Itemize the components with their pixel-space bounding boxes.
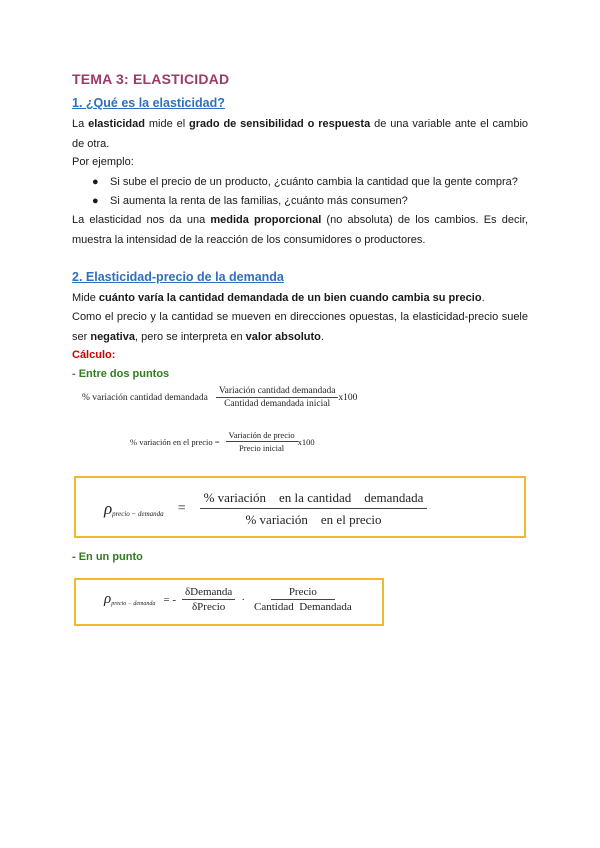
rho-subscript: precio − demanda [112,510,164,518]
price-quantity-fraction: $\frac{\text{Precio}}{\text{Cantidad Demandada}}$ [254,586,352,613]
two-points-label: - Entre dos puntos [72,368,170,380]
calculation-label: Cálculo: [72,349,116,361]
section-1-paragraph-2: La elasticidad nos da una medida proporcional (no absoluta) de los cambios. Es decir, muestra la intensidad de la reacción de los consumidores o productores. [72,214,528,246]
formula-quantity-variation: % variación cantidad demandada $\frac{\text{Variación cantidad demandada}}{\text{Cantidad demandada inicial}}$ x100 [82,386,358,409]
elasticity-two-points-box [74,476,526,538]
bullet-item-1: ● Si sube el precio de un producto, ¿cuánto cambia la cantidad que la gente compra? [92,172,518,192]
elasticity-one-point-formula: ρ precio − demanda = - $\frac{\text{δDemanda}}{\text{δPrecio}}$ · $\frac{\text{Precio}}{\text{Cantidad Demandada}}$ [104,586,355,613]
section-2-paragraph-2: Como el precio y la cantidad se mueven en direcciones opuestas, la elasticidad-precio suele ser negativa, pero se interpreta en valor absoluto. [72,311,528,343]
document-title: TEMA 3: ELASTICIDAD [72,71,230,87]
rho-subscript: precio − demanda [111,601,156,607]
example-intro: Por ejemplo: [72,156,134,168]
formula-price-fraction: $\frac{\text{Variación de precio}}{\text{Precio inicial}}$ [226,430,298,453]
elasticity-two-points-formula: ρ precio − demanda = $\frac{\text{\% variación en la cantidad demandada}}{\text{\% variación en el precio}}$ [104,490,427,528]
bullet-icon: ● [92,176,99,188]
bullet-item-2: ● Si aumenta la renta de las familias, ¿cuánto más consumen? [92,191,408,211]
section-1-paragraph-1: La elasticidad mide el grado de sensibilidad o respuesta de una variable ante el cambio de otra. [72,118,529,150]
rho-symbol: ρ [104,499,113,518]
bullet-icon: ● [92,195,99,207]
formula-quantity-left: % variación cantidad demandada [82,392,208,403]
formula-quantity-fraction: $\frac{\text{Variación cantidad demandada}}{\text{Cantidad demandada inicial}}$ [216,386,339,409]
formula-price-variation: % variación en el precio = $\frac{\text{Variación de precio}}{\text{Precio inicial}}$ x100 [130,430,315,453]
formula-price-left: % variación en el precio = [130,436,220,447]
elasticity-two-points-fraction: $\frac{\text{\% variación en la cantidad demandada}}{\text{\% variación en el precio}}$ [200,490,428,528]
section-2-heading[interactable]: 2. Elasticidad-precio de la demanda [72,270,284,284]
rho-symbol: ρ [104,591,112,607]
section-2-paragraph-1: Mide cuánto varía la cantidad demandada de un bien cuando cambia su precio. [72,292,485,304]
one-point-label: - En un punto [72,551,143,563]
elasticity-one-point-box [74,578,384,626]
section-1-heading[interactable]: 1. ¿Qué es la elasticidad? [72,96,225,110]
derivative-fraction: $\frac{\text{δDemanda}}{\text{δPrecio}}$ [182,586,235,613]
